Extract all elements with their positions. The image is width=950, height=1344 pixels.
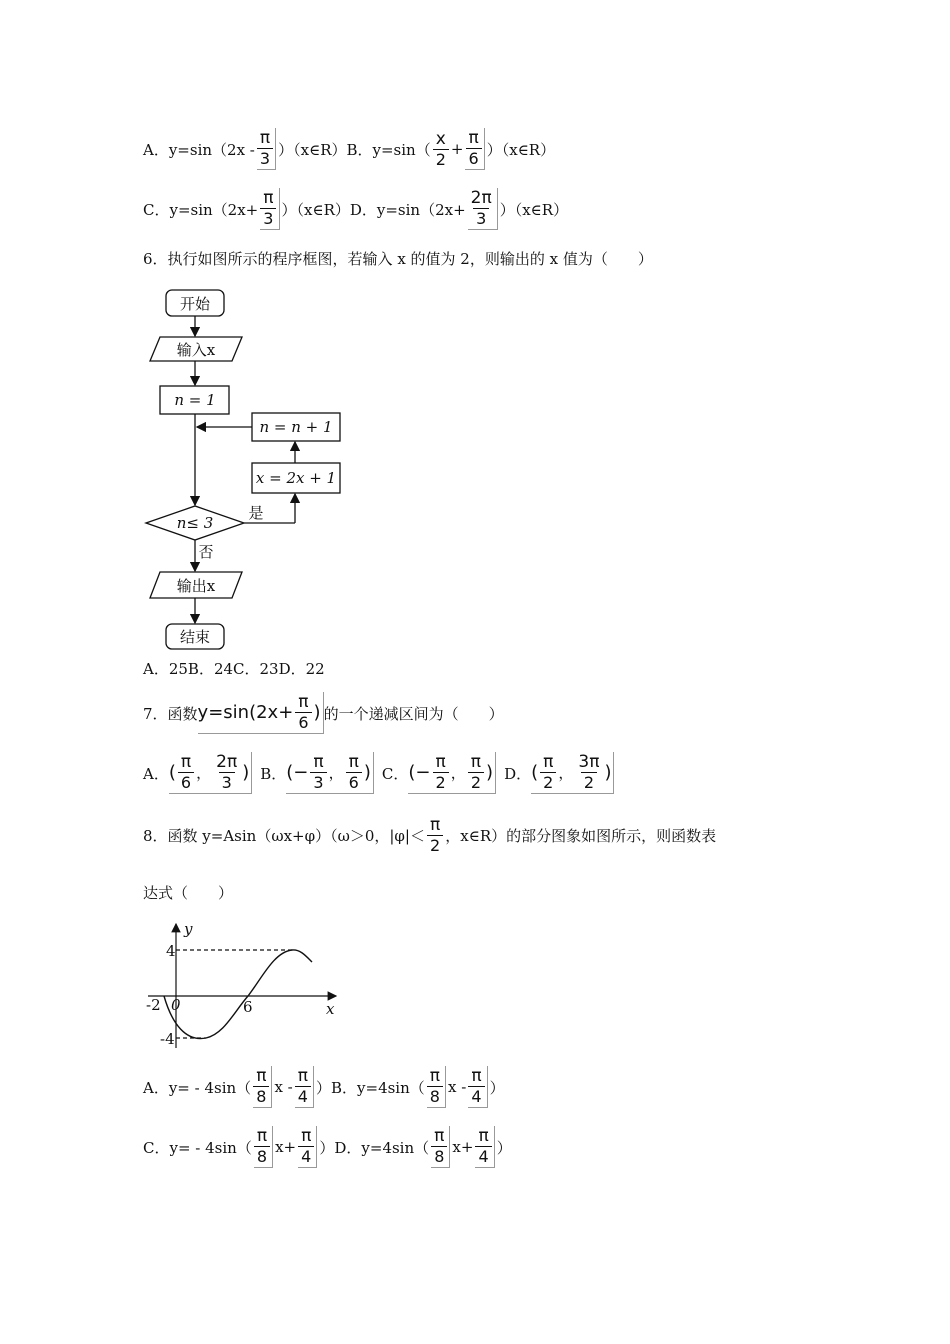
q7-function: y=sin(2x+ $\frac{\pi}{6}$ ) (198, 692, 324, 734)
q5-option-b-suffix: ）（x∈R） (486, 140, 556, 159)
q5-option-b-fraction2: $\frac{\pi}{6}$ (465, 128, 484, 170)
q5-option-c-fraction: $\frac{\pi}{3}$ (260, 188, 279, 230)
q5-option-c-prefix: C．y=sin（2x+ (143, 200, 259, 219)
flow-update-label: x = 2x + 1 (255, 469, 337, 487)
q6-options: A．25B．24C．23D．22 (143, 660, 325, 678)
q7-options (143, 752, 614, 794)
q5-options-ab (143, 128, 555, 170)
q7-option-c-label: C． (381, 764, 409, 783)
q8-stem-suffix: ，x∈R）的部分图象如图所示，则函数表 (445, 827, 717, 845)
flow-start-label: 开始 (179, 295, 211, 313)
y-max-label: 4 (166, 942, 176, 960)
q8-graph (140, 918, 345, 1058)
q8-stem (143, 815, 716, 856)
flow-yes-label: 是 (248, 504, 264, 522)
q6-flowchart (140, 285, 345, 655)
q5-option-d-prefix: D．y=sin（2x+ (349, 200, 466, 219)
q7-option-c: (− $\frac{\pi}{2}$ ， $\frac{\pi}{2}$ ) (408, 752, 496, 794)
q7-stem (143, 692, 504, 734)
q8-option-b-prefix: B．y=4sin（ (331, 1078, 425, 1097)
q7-option-d: ( $\frac{\pi}{2}$ ， $\frac{3\pi}{2}$ ) (531, 752, 614, 794)
q7-option-a: ( $\frac{\pi}{6}$ ， $\frac{2\pi}{3}$ ) (169, 752, 252, 794)
x-axis-label: x (326, 1000, 335, 1018)
y-min-label: -4 (160, 1030, 175, 1048)
q8-stem-line2: 达式（ ） (143, 884, 234, 902)
q5-options-cd (143, 188, 568, 230)
x-left-label: -2 (146, 996, 161, 1014)
flow-input-label: 输入x (176, 341, 216, 359)
q7-stem-suffix: 的一个递减区间为（ ） (323, 704, 504, 723)
q7-stem-prefix: 7．函数 (143, 704, 198, 723)
flow-increment-label: n = n + 1 (259, 418, 333, 436)
q5-option-b-prefix: B．y=sin（ (346, 140, 431, 159)
flow-condition-label: n≤ 3 (176, 514, 214, 532)
q8-option-a-prefix: A．y= - 4sin（ (143, 1078, 252, 1097)
q5-option-a-suffix: ）（x∈R） (278, 140, 347, 159)
q7-option-a-label: A． (143, 764, 169, 783)
flow-no-label: 否 (198, 543, 214, 561)
q7-option-b: (− $\frac{\pi}{3}$ ， $\frac{\pi}{6}$ ) (286, 752, 374, 794)
x-tick-label: 6 (243, 998, 253, 1016)
q6-stem: 6．执行如图所示的程序框图，若输入 x 的值为 2，则输出的 x 值为（ ） (143, 250, 653, 268)
q5-option-d-fraction: $\frac{2\pi}{3}$ (468, 188, 498, 230)
origin-label: 0 (171, 996, 181, 1014)
q5-option-a-prefix: A．y=sin（2x - (143, 140, 255, 159)
q5-option-c-suffix: ）（x∈R） (281, 200, 350, 219)
q5-option-b-fraction1: $\frac{x}{2}$ (433, 129, 449, 170)
q5-option-d-suffix: ）（x∈R） (499, 200, 569, 219)
q8-stem-fraction: $\frac{\pi}{2}$ (427, 815, 443, 856)
flow-output-label: 输出x (176, 577, 216, 595)
sine-curve (164, 950, 312, 1039)
q8-stem-prefix: 8．函数 y=Asin（ωx+φ）（ω＞0，|φ|＜ (143, 827, 425, 845)
q8-option-c-prefix: C．y= - 4sin（ (143, 1138, 252, 1157)
flow-end-label: 结束 (179, 628, 211, 646)
q5-option-b-plus: + (450, 140, 464, 158)
q8-option-d-prefix: D．y=4sin（ (334, 1138, 430, 1157)
q7-option-b-label: B． (260, 764, 287, 783)
q8-options-cd: C．y= - 4sin（ $\frac{\pi}{8}$ x+ $\frac{\pi}{4}$ ） D．y=4sin（ $\frac{\pi}{8}$ x+ $\frac{\pi}{4}$ ） (143, 1126, 512, 1166)
q5-option-a-fraction: $\frac{\pi}{3}$ (257, 128, 276, 170)
flow-init-label: n = 1 (174, 391, 216, 409)
y-axis-label: y (184, 920, 193, 938)
q8-options-ab: A．y= - 4sin（ $\frac{\pi}{8}$ x - $\frac{\pi}{4}$ ） B．y=4sin（ $\frac{\pi}{8}$ x - $\frac{\pi}{4}$ ） (143, 1066, 505, 1106)
q7-option-d-label: D． (504, 764, 532, 783)
